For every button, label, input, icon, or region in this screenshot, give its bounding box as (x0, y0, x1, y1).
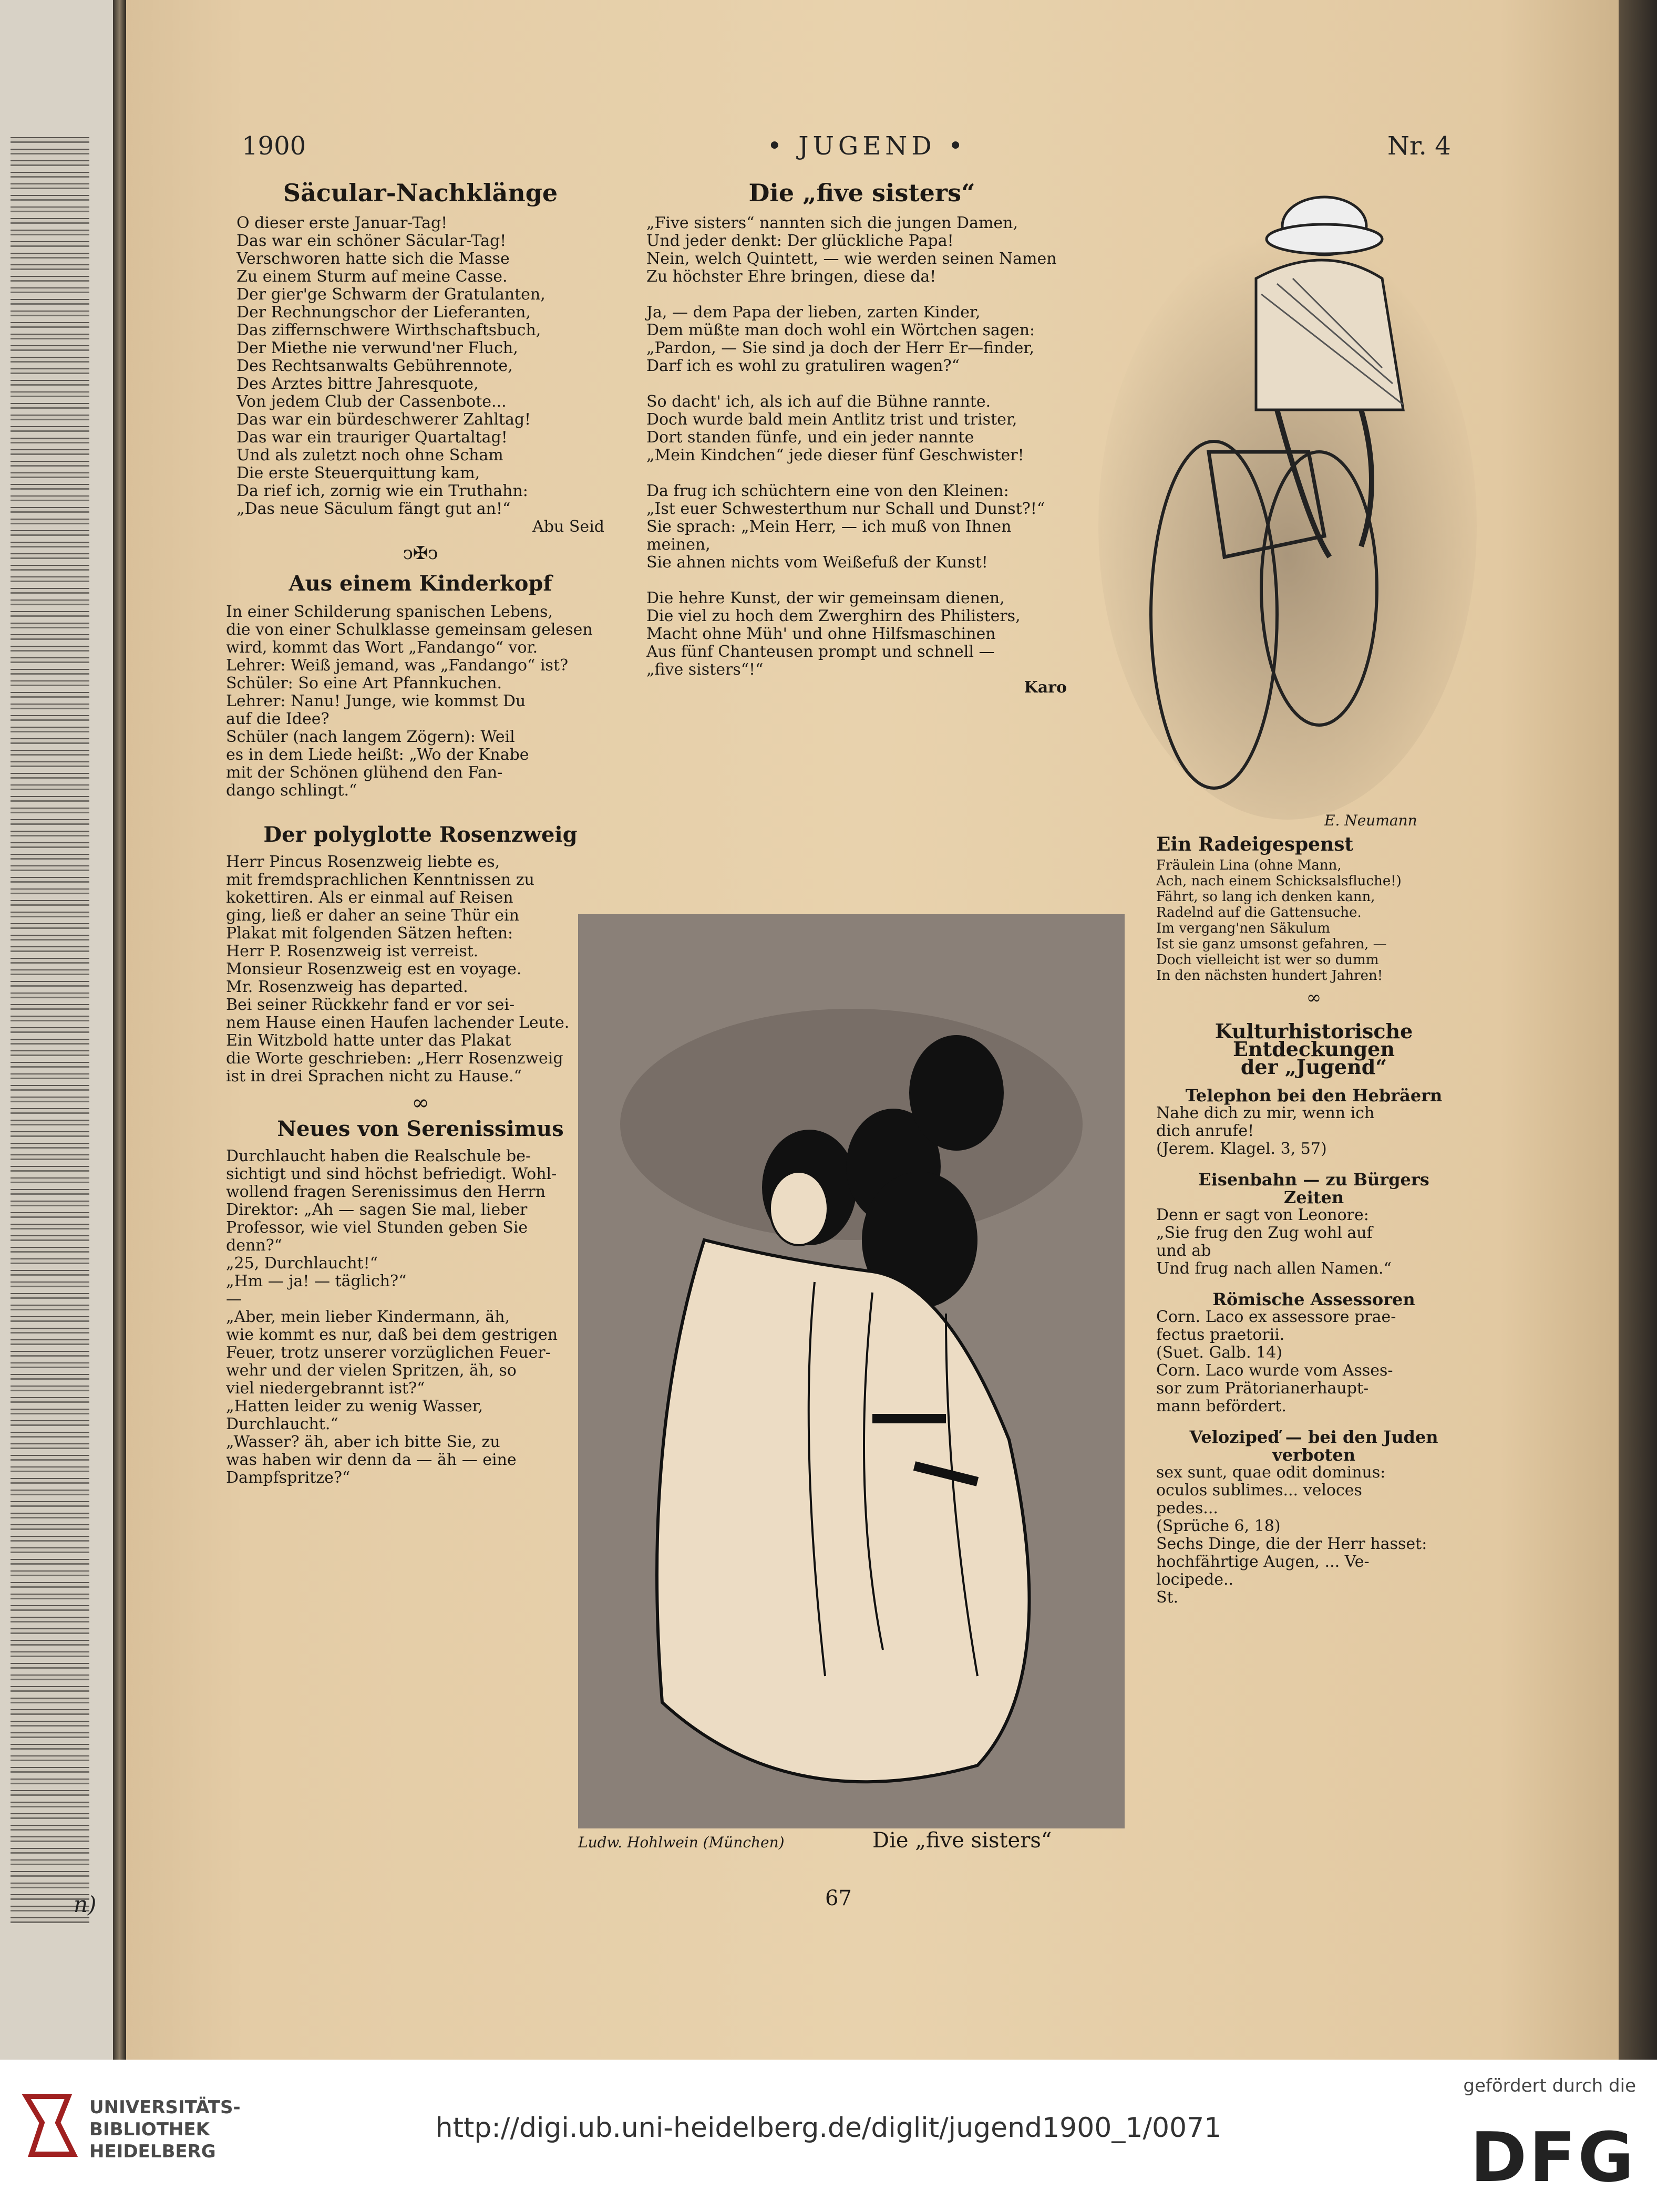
source-url-link[interactable]: http://digi.ub.uni-heidelberg.de/diglit/jugend1900_1/0071 (435, 2112, 1222, 2144)
text-line: Nein, welch Quintett, — wie werden seinen Namen (646, 250, 1057, 268)
book-spine (113, 0, 126, 2060)
text-line: dango schlingt.“ (226, 781, 357, 800)
text-line: dich anrufe! (1156, 1122, 1254, 1140)
text-line: Doch wurde bald mein Antlitz trist und trister, (646, 410, 1017, 429)
text-line: Ein Witzbold hatte unter das Plakat (226, 1031, 511, 1050)
text-line: Des Arztes bittre Jahresquote, (236, 375, 479, 393)
text-line: Dem müßte man doch wohl ein Wörtchen sagen: (646, 321, 1035, 339)
text-line: Da frug ich schüchtern eine von den Kleinen: (646, 482, 1009, 500)
text-line: auf die Idee? (226, 710, 330, 728)
text-line (646, 572, 1077, 590)
text-line (646, 286, 1077, 304)
article-body (226, 603, 615, 800)
text-line: Corn. Laco wurde vom Asses- (1156, 1361, 1393, 1380)
digitization-footer (0, 2060, 1657, 2212)
text-line: Im vergang'nen Säkulum (1156, 921, 1331, 936)
illustration-caption: Die „five sisters“ (872, 1828, 1052, 1853)
text-line: Das war ein bürdeschwerer Zahltag! (236, 410, 531, 429)
text-line: Corn. Laco ex assessore prae- (1156, 1308, 1396, 1326)
text-line: Das war ein trauriger Quartaltag! (236, 428, 508, 447)
text-line: Das war ein schöner Säcular-Tag! (236, 232, 507, 250)
cyclist-illustration (1088, 158, 1487, 841)
subsection-title: Zeiten (1283, 1187, 1344, 1207)
text-line: Ach, nach einem Schicksalsfluche!) (1156, 873, 1402, 889)
text-line: die von einer Schulklasse gemeinsam gelesen (226, 621, 593, 639)
text-line: Nahe dich zu mir, wenn ich (1156, 1104, 1375, 1122)
text-line: Zu höchster Ehre bringen, diese da! (646, 267, 936, 286)
left-page-text-fragment: n) (74, 1891, 97, 1917)
five-sisters-illustration (578, 914, 1125, 1828)
text-line: Der gier'ge Schwarm der Gratulanten, (236, 285, 546, 304)
text-line: Mr. Rosenzweig has departed. (226, 978, 468, 996)
text-line: „Pardon, — Sie sind ja doch der Herr Er—finder, (646, 339, 1035, 357)
text-line: Dort standen fünfe, und ein jeder nannte (646, 428, 974, 447)
subsection-title: Eisenbahn — zu Bürgers (1198, 1170, 1429, 1190)
article-title: Neues von Serenissimus (277, 1117, 564, 1141)
text-line: locipede.. (1156, 1570, 1234, 1589)
text-line: sex sunt, quae odit dominus: (1156, 1463, 1386, 1482)
article-body (226, 1148, 615, 1487)
funder-logo: DFG (1470, 2117, 1636, 2197)
text-line: Doch vielleicht ist wer so dumm (1156, 952, 1379, 968)
text-line: Dampfspritze?“ (226, 1469, 351, 1487)
text-line: „Hatten leider zu wenig Wasser, (226, 1397, 483, 1415)
poem-body (1156, 857, 1471, 984)
text-line: St. (1156, 1588, 1179, 1607)
text-line: mit der Schönen glühend den Fan- (226, 763, 503, 782)
text-line (646, 375, 1077, 393)
text-line: Professor, wie viel Stunden geben Sie (226, 1218, 528, 1237)
section-title: Kulturhistorische Entdeckungen (1215, 1019, 1413, 1061)
text-line: sor zum Prätorianerhaupt- (1156, 1379, 1369, 1398)
header-magazine-title: • JUGEND • (767, 131, 968, 161)
poem-body (646, 214, 1077, 679)
left-page-edge (0, 0, 113, 2060)
text-line: Schüler (nach langem Zögern): Weil (226, 728, 515, 746)
text-line: oculos sublimes... veloces (1156, 1481, 1362, 1500)
text-line: Herr P. Rosenzweig ist verreist. (226, 942, 479, 960)
text-line: „Ist euer Schwesterthum nur Schall und Dunst?!“ (646, 500, 1045, 518)
section-subtitle: der „Jugend“ (1240, 1055, 1387, 1079)
text-line: So dacht' ich, als ich auf die Bühne rannte. (646, 392, 991, 411)
text-line: Herr Pincus Rosenzweig liebte es, (226, 853, 500, 871)
left-page-illustration-fragment (11, 137, 89, 1923)
text-line: Sechs Dinge, die der Herr hasset: (1156, 1535, 1427, 1553)
text-line: „Das neue Säculum fängt gut an!“ (236, 500, 511, 518)
text-line: „five sisters“!“ (646, 660, 764, 679)
text-line: und ab (1156, 1242, 1211, 1260)
text-line: Fährt, so lang ich denken kann, (1156, 889, 1375, 905)
text-line: Lehrer: Weiß jemand, was „Fandango“ ist? (226, 656, 569, 675)
text-line: Darf ich es wohl zu gratuliren wagen?“ (646, 357, 960, 375)
text-line: Durchlaucht haben die Realschule be- (226, 1147, 531, 1165)
text-line: wehr und der vielen Spritzen, äh, so (226, 1361, 517, 1380)
poem-body (226, 214, 615, 518)
subsection-title: Römische Assessoren (1212, 1289, 1415, 1309)
text-line: Des Rechtsanwalts Gebührennote, (236, 357, 513, 375)
text-line: Das ziffernschwere Wirthschaftsbuch, (236, 321, 541, 339)
text-line: Der Rechnungschor der Lieferanten, (236, 303, 531, 322)
text-line: Die erste Steuerquittung kam, (236, 464, 480, 482)
ornament: ↄ✠ↄ (403, 543, 438, 564)
text-line: — (226, 1290, 242, 1308)
subsection-body (1156, 1206, 1471, 1278)
text-line: ist in drei Sprachen nicht zu Hause.“ (226, 1067, 522, 1086)
text-line: Der Miethe nie verwund'ner Fluch, (236, 339, 518, 357)
text-line: nem Hause einen Haufen lachender Leute. (226, 1014, 570, 1032)
text-line: meinen, (646, 535, 711, 554)
text-line: wie kommt es nur, daß bei dem gestrigen (226, 1326, 558, 1344)
text-line: Zu einem Sturm auf meine Casse. (236, 267, 508, 286)
text-line: Direktor: „Ah — sagen Sie mal, lieber (226, 1201, 528, 1219)
subsection-title: verboten (1272, 1445, 1355, 1465)
text-line: O dieser erste Januar-Tag! (236, 214, 448, 232)
text-line: Monsieur Rosenzweig est en voyage. (226, 960, 522, 978)
text-line: Aus fünf Chanteusen prompt und schnell — (646, 643, 995, 661)
illustrator-credit: E. Neumann (1324, 812, 1417, 829)
text-line: Und jeder denkt: Der glückliche Papa! (646, 232, 954, 250)
text-line: Und als zuletzt noch ohne Scham (236, 446, 503, 464)
text-line: In einer Schilderung spanischen Lebens, (226, 603, 553, 621)
text-line: Lehrer: Nanu! Junge, wie kommst Du (226, 692, 526, 710)
right-page-shadow (1619, 0, 1657, 2060)
text-line: denn?“ (226, 1236, 283, 1255)
text-line: Macht ohne Müh' und ohne Hilfsmaschinen (646, 625, 996, 643)
text-line: „Five sisters“ nannten sich die jungen Damen, (646, 214, 1018, 232)
text-line: Schüler: So eine Art Pfannkuchen. (226, 674, 502, 692)
text-line: kokettiren. Als er einmal auf Reisen (226, 888, 513, 907)
article-title: Die „five sisters“ (748, 179, 975, 207)
header-year: 1900 (242, 131, 306, 161)
text-line: Radelnd auf die Gattensuche. (1156, 905, 1362, 921)
author: Abu Seid (532, 518, 604, 536)
article-title: Der polyglotte Rosenzweig (263, 822, 578, 847)
text-line: wollend fragen Serenissimus den Herrn (226, 1183, 546, 1201)
text-line: Ist sie ganz umsonst gefahren, — (1156, 936, 1387, 952)
text-line: Plakat mit folgenden Sätzen heften: (226, 924, 513, 943)
subsection-title: Velozipeď — bei den Juden (1189, 1427, 1438, 1447)
text-line: Da rief ich, zornig wie ein Truthahn: (236, 482, 528, 500)
text-line: mann befördert. (1156, 1397, 1287, 1415)
article-title: Ein Radeigespenst (1156, 833, 1354, 855)
article-title: Säcular-Nachklänge (283, 179, 558, 207)
text-line: viel niedergebrannt ist?“ (226, 1379, 425, 1398)
text-line: die Worte geschrieben: „Herr Rosenzweig (226, 1049, 563, 1068)
ornament: ∞ (1306, 987, 1322, 1008)
author: Karo (1024, 678, 1067, 697)
text-line: hochfährtige Augen, ... Ve- (1156, 1553, 1370, 1571)
subsection-body (1156, 1464, 1471, 1607)
text-line: Feuer, trotz unserer vorzüglichen Feuer- (226, 1343, 551, 1362)
text-line: „Hm — ja! — täglich?“ (226, 1272, 407, 1290)
ornament: ∞ (411, 1091, 429, 1115)
text-line (646, 464, 1077, 482)
text-line: Die viel zu hoch dem Zwerghirn des Philisters, (646, 607, 1021, 625)
illustration-credit: Ludw. Hohlwein (München) (578, 1834, 785, 1851)
text-line: „25, Durchlaucht!“ (226, 1254, 378, 1273)
funding-note: gefördert durch die (1463, 2075, 1636, 2096)
institution-name: UNIVERSITÄTS- BIBLIOTHEK HEIDELBERG (89, 2097, 241, 2162)
text-line: „Mein Kindchen“ jede dieser fünf Geschwister! (646, 446, 1024, 464)
text-line: ging, ließ er daher an seine Thür ein (226, 906, 519, 925)
text-line: Fräulein Lina (ohne Mann, (1156, 857, 1342, 873)
subsection-title: Telephon bei den Hebräern (1185, 1086, 1443, 1105)
illustration-drawing (578, 914, 1125, 1828)
text-line: pedes... (1156, 1499, 1218, 1517)
text-line: Und frug nach allen Namen.“ (1156, 1259, 1392, 1278)
article-title: Aus einem Kinderkopf (289, 571, 552, 596)
text-line: es in dem Liede heißt: „Wo der Knabe (226, 746, 529, 764)
page-number: 67 (825, 1886, 852, 1910)
text-line: Die hehre Kunst, der wir gemeinsam dienen, (646, 589, 1005, 607)
subsection-body (1156, 1308, 1471, 1415)
subsection-body (1156, 1104, 1471, 1158)
text-line: (Jerem. Klagel. 3, 57) (1156, 1140, 1327, 1158)
text-line: (Sprüche 6, 18) (1156, 1517, 1281, 1535)
text-line: Von jedem Club der Cassenbote... (236, 392, 507, 411)
text-line: wird, kommt das Wort „Fandango“ vor. (226, 638, 538, 657)
text-line: „Wasser? äh, aber ich bitte Sie, zu (226, 1433, 500, 1451)
text-line: Sie ahnen nichts vom Weißefuß der Kunst! (646, 553, 988, 572)
text-line: Verschworen hatte sich die Masse (236, 250, 510, 268)
article-radeigespenst (1156, 835, 1471, 1607)
article-body (226, 853, 615, 1086)
text-line: Bei seiner Rückkehr fand er vor sei- (226, 996, 515, 1014)
article-saecular (226, 179, 615, 1487)
text-line: was haben wir denn da — äh — eine (226, 1451, 517, 1469)
text-line: „Sie frug den Zug wohl auf (1156, 1224, 1373, 1242)
text-line: sichtigt und sind höchst befriedigt. Wohl- (226, 1165, 557, 1183)
text-line: Sie sprach: „Mein Herr, — ich muß von Ihnen (646, 518, 1012, 536)
text-line: In den nächsten hundert Jahren! (1156, 968, 1383, 984)
text-line: Ja, — dem Papa der lieben, zarten Kinder, (646, 303, 981, 322)
text-line: Durchlaucht.“ (226, 1415, 338, 1433)
header-issue: Nr. 4 (1387, 131, 1451, 161)
text-line: (Suet. Galb. 14) (1156, 1343, 1283, 1362)
text-line: mit fremdsprachlichen Kenntnissen zu (226, 871, 534, 889)
article-five-sisters (646, 179, 1077, 697)
text-line: „Aber, mein lieber Kindermann, äh, (226, 1308, 510, 1326)
text-line: fectus praetorii. (1156, 1326, 1285, 1344)
text-line: Denn er sagt von Leonore: (1156, 1206, 1369, 1224)
